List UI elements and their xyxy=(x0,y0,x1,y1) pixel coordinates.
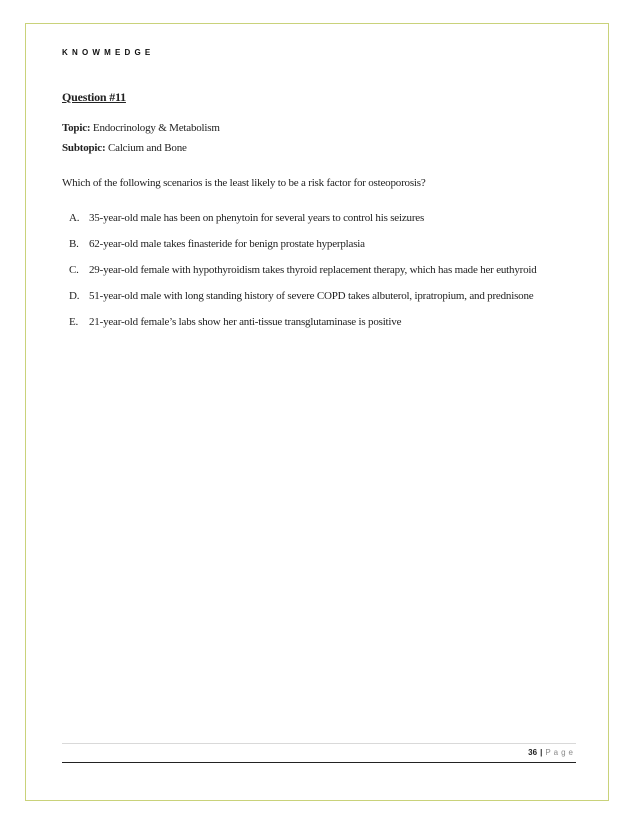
footer-divider-top xyxy=(62,743,576,744)
answer-option-b xyxy=(69,237,582,251)
option-text: 35-year-old male has been on phenytoin for several years to control his seizures xyxy=(89,212,425,224)
question-content xyxy=(62,90,582,341)
option-text: 51-year-old male with long standing history of severe COPD takes albuterol, ipratropium, and prednisone xyxy=(89,290,534,302)
topic-value: Endocrinology & Metabolism xyxy=(92,122,220,134)
option-text: 21-year-old female’s labs show her anti-tissue transglutaminase is positive xyxy=(89,316,402,328)
option-letter: D. xyxy=(69,290,80,302)
page-number: 36 xyxy=(528,748,538,757)
page-word: Page xyxy=(545,748,576,757)
option-letter: E. xyxy=(69,316,79,328)
footer-divider xyxy=(62,762,576,763)
answer-option-c xyxy=(69,263,582,277)
option-text: 62-year-old male takes finasteride for benign prostate hyperplasia xyxy=(89,238,365,250)
option-letter: A. xyxy=(69,212,80,224)
answer-option-d xyxy=(69,289,582,303)
subtopic-label: Subtopic: xyxy=(62,142,106,154)
answer-option-a xyxy=(69,211,582,225)
option-letter: C. xyxy=(69,264,79,276)
page-footer xyxy=(62,748,576,757)
topic-label: Topic: xyxy=(62,122,91,134)
answer-option-e xyxy=(69,315,582,329)
option-letter: B. xyxy=(69,238,79,250)
question-title: Question #11 xyxy=(62,90,126,104)
subtopic-line xyxy=(62,141,582,156)
answer-options xyxy=(62,211,582,329)
topic-line xyxy=(62,121,582,136)
page-separator: | xyxy=(540,748,543,757)
header-brand: KNOWMEDGE xyxy=(62,48,155,57)
question-prompt: Which of the following scenarios is the least likely to be a risk factor for osteoporosis? xyxy=(62,177,426,189)
option-text: 29-year-old female with hypothyroidism takes thyroid replacement therapy, which has made her euthyroid xyxy=(89,264,537,276)
subtopic-value: Calcium and Bone xyxy=(108,142,187,154)
